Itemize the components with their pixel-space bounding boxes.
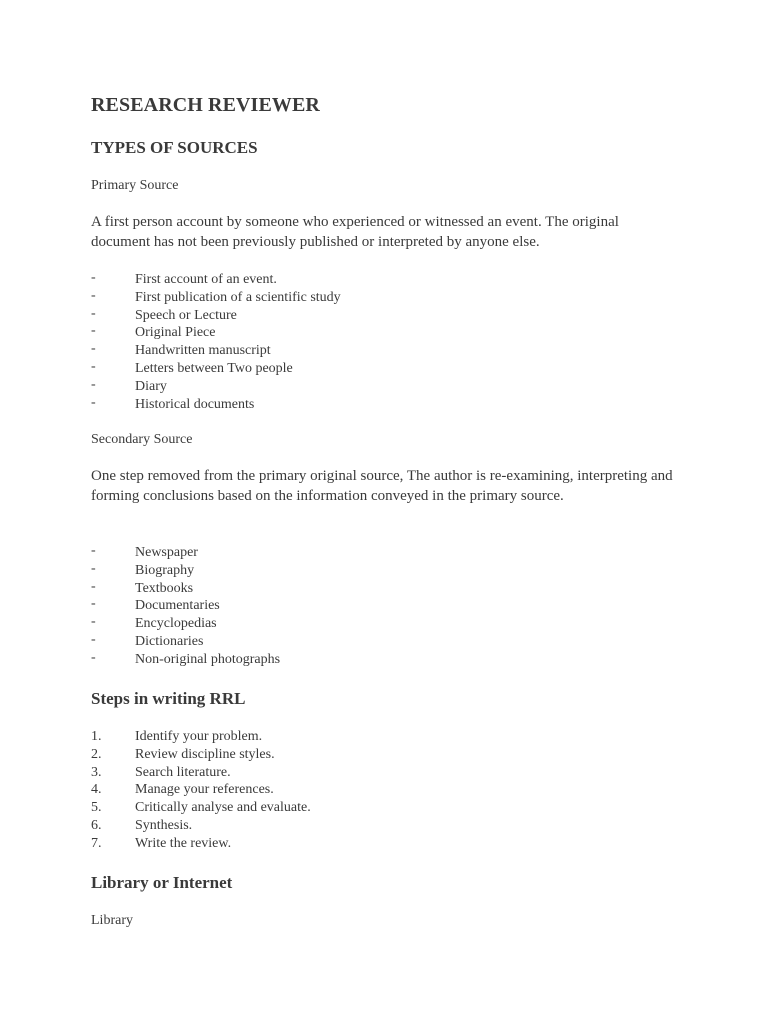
list-item-text: Diary — [135, 378, 167, 394]
step-number: 5. — [91, 800, 102, 816]
list-item-text: Manage your references. — [135, 782, 274, 798]
list-item-text: Textbooks — [135, 580, 194, 596]
primary-source-label: Primary Source — [91, 178, 179, 193]
step-number: 1. — [91, 729, 102, 744]
list-item-text: Synthesis. — [135, 817, 193, 833]
dash-bullet: - — [91, 323, 96, 339]
dash-bullet: - — [91, 394, 96, 410]
dash-bullet: - — [91, 358, 96, 374]
step-number: 2. — [91, 746, 102, 762]
dash-bullet: - — [91, 287, 96, 303]
step-number: 7. — [91, 835, 102, 851]
dash-bullet: - — [91, 341, 96, 357]
list-item-text: First account of an event. — [135, 272, 277, 287]
dash-bullet: - — [91, 614, 96, 630]
list-item-text: Documentaries — [135, 598, 220, 614]
secondary-source-label: Secondary Source — [91, 432, 193, 447]
list-item-text: Search literature. — [135, 764, 231, 780]
list-item-text: First publication of a scientific study — [135, 289, 341, 305]
dash-bullet: - — [91, 578, 96, 594]
steps-heading: Steps in writing RRL — [91, 689, 246, 708]
list-item-text: Speech or Lecture — [135, 307, 237, 323]
step-number: 4. — [91, 782, 102, 798]
dash-bullet: - — [91, 649, 96, 665]
list-item-text: Critically analyse and evaluate. — [135, 800, 311, 816]
dash-bullet: - — [91, 543, 96, 558]
dash-bullet: - — [91, 631, 96, 647]
library-label: Library — [91, 913, 133, 928]
list-item-text: Newspaper — [135, 545, 198, 560]
secondary-source-description: One step removed from the primary original source, The author is re-examining, interpreting and forming conclusions based on the information conveyed in the primary source. — [91, 468, 673, 504]
types-of-sources-heading: TYPES OF SOURCES — [91, 138, 258, 157]
dash-bullet: - — [91, 270, 96, 285]
list-item-text: Biography — [135, 562, 195, 578]
list-item-text: Historical documents — [135, 396, 255, 412]
document-title: RESEARCH REVIEWER — [91, 94, 320, 116]
list-item-text: Identify your problem. — [135, 729, 263, 744]
library-or-internet-heading: Library or Internet — [91, 873, 233, 892]
list-item-text: Original Piece — [135, 325, 216, 341]
list-item-text: Letters between Two people — [135, 360, 293, 376]
dash-bullet: - — [91, 596, 96, 612]
list-item-text: Review discipline styles. — [135, 746, 275, 762]
dash-bullet: - — [91, 560, 96, 576]
step-number: 3. — [91, 764, 102, 780]
dash-bullet: - — [91, 305, 96, 321]
list-item-text: Dictionaries — [135, 633, 204, 649]
list-item-text: Write the review. — [135, 835, 232, 851]
list-item-text: Encyclopedias — [135, 616, 217, 632]
list-item-text: Non-original photographs — [135, 651, 281, 667]
primary-source-description: A first person account by someone who experienced or witnessed an event. The original document has not been previously published or interpreted by anyone else. — [91, 214, 619, 250]
step-number: 6. — [91, 817, 102, 833]
dash-bullet: - — [91, 376, 96, 392]
list-item-text: Handwritten manuscript — [135, 343, 271, 359]
